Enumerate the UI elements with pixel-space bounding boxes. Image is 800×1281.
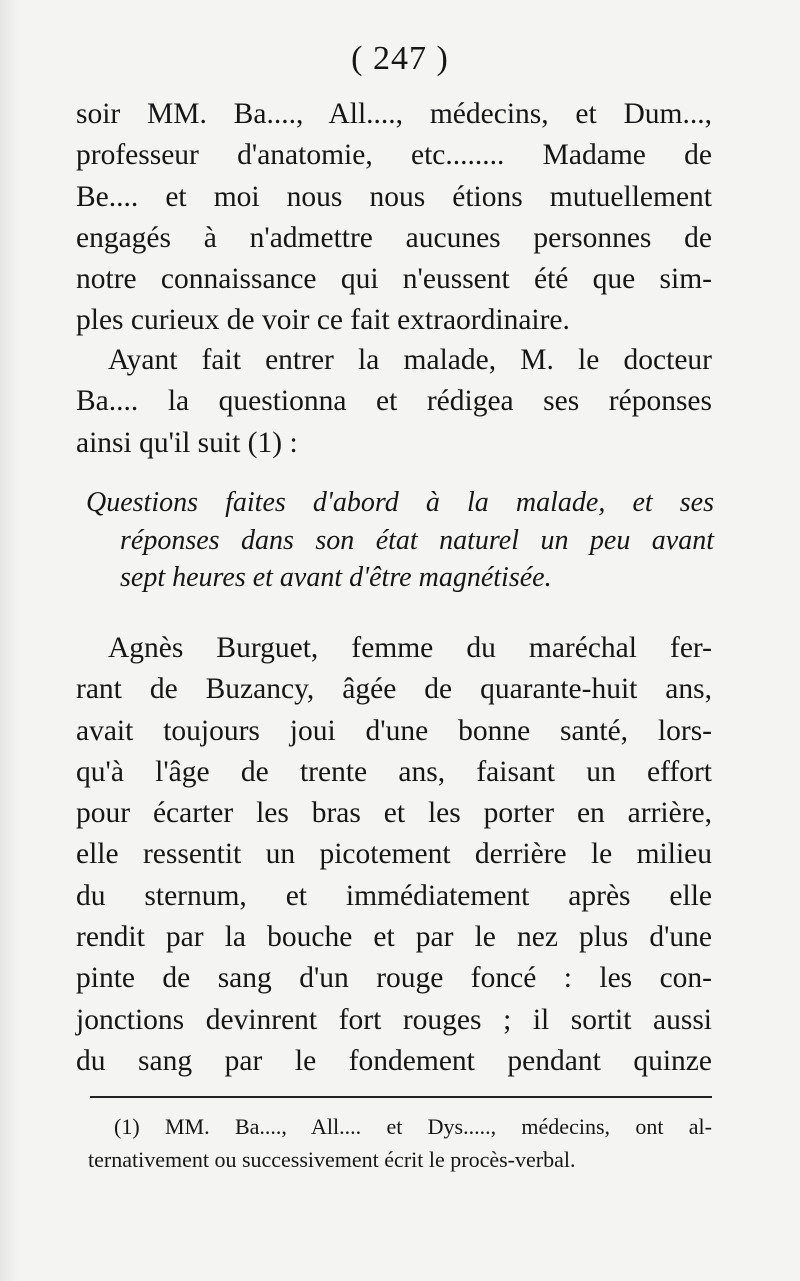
heading-line: Questions faites d'abord à la malade, et ses xyxy=(86,487,714,518)
footnote xyxy=(88,1110,712,1176)
text-line: du sternum, et immédiatement après elle xyxy=(76,879,712,912)
text-line: Ayant fait entrer la malade, M. le docteur xyxy=(108,344,712,376)
text-line: Agnès Burguet, femme du maréchal fer- xyxy=(108,632,712,664)
text-line: engagés à n'admettre aucunes personnes de xyxy=(76,221,712,254)
text-line: rendit par la bouche et par le nez plus d'une xyxy=(76,921,712,954)
text-line: Be.... et moi nous nous étions mutuellement xyxy=(76,180,712,213)
text-line: pour écarter les bras et les porter en arrière, xyxy=(76,797,712,830)
section-heading xyxy=(86,484,714,597)
paragraph-3 xyxy=(76,628,712,1082)
text-line: du sang par le fondement pendant quinze xyxy=(76,1044,712,1077)
text-line: jonctions devinrent fort rouges ; il sortit aussi xyxy=(76,1003,712,1036)
text-line: Ba.... la questionna et rédigea ses réponses xyxy=(76,385,712,418)
footnote-line: ternativement ou successivement écrit le procès-verbal. xyxy=(88,1147,576,1172)
paragraph-2 xyxy=(76,340,712,464)
text-line: ples curieux de voir ce fait extraordinaire. xyxy=(76,304,570,337)
text-line: qu'à l'âge de trente ans, faisant un effort xyxy=(76,755,712,788)
footnote-divider xyxy=(90,1096,712,1098)
text-line: avait toujours joui d'une bonne santé, lors- xyxy=(76,714,712,747)
text-line: rant de Buzancy, âgée de quarante-huit ans, xyxy=(76,673,712,706)
text-line: ainsi qu'il suit (1) : xyxy=(76,426,298,459)
text-line: elle ressentit un picotement derrière le milieu xyxy=(76,838,712,871)
text-line: soir MM. Ba...., All...., médecins, et Dum..., xyxy=(76,98,712,130)
text-line: pinte de sang d'un rouge foncé : les con- xyxy=(76,962,712,995)
paragraph-1 xyxy=(76,94,712,342)
heading-line: réponses dans son état naturel un peu avant xyxy=(120,524,714,556)
footnote-line: (1) MM. Ba...., All.... et Dys....., médecins, ont al- xyxy=(114,1114,712,1139)
text-line: professeur d'anatomie, etc........ Madame de xyxy=(76,139,712,172)
page-number: ( 247 ) xyxy=(351,40,449,77)
text-line: notre connaissance qui n'eussent été que sim- xyxy=(76,263,712,296)
heading-line: sept heures et avant d'être magnétisée. xyxy=(120,562,552,593)
